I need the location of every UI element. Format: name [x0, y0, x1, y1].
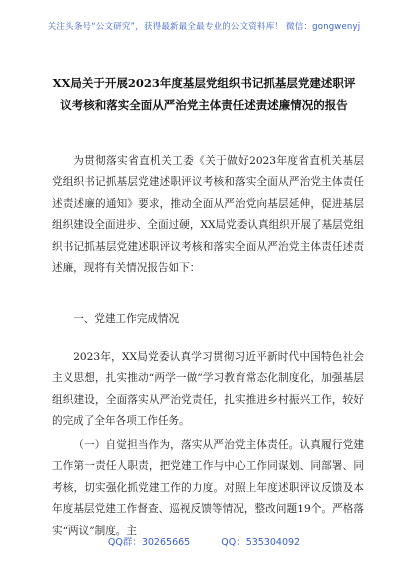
body-paragraph-2: 2023年，XX局党委认真学习贯彻习近平新时代中国特色社会主义思想，扎实推动“两学一做”学习教育常态化制度化，加强基层组织建设，全面落实从严治党责任，扎实推进乡村振兴工作，较好的完成了全年各项工作任务。 — [52, 351, 364, 428]
footer-qq: QQ：535304092 — [221, 537, 301, 548]
body-paragraph-3: （一）自觉担当作为，落实从严治党主体责任。认真履行党建工作第一责任人职责，把党建工作与中心工作同谋划、同部署、同考核，切实强化抓党建工作的力度。对照上年度述职评议反馈及本年度基层党建工作督查、巡视反馈等情况，整改问题19个。严格落实“两议”制度。主 — [52, 439, 364, 537]
footer-contact — [0, 534, 408, 548]
document-title — [34, 72, 374, 116]
section-heading: 一、党建工作完成情况 — [73, 313, 180, 325]
header-banner: 关注头条号“公文研究”，获得最新最全最专业的公文资料库！ 微信：gongwenyj — [47, 22, 361, 32]
title-line-1: XX局关于开展2023年度基层党组织书记抓基层党建述职评 — [52, 76, 356, 90]
intro-paragraph: 为贯彻落实省直机关工委《关于做好2023年度省直机关基层党组织书记抓基层党建述职评议考核和落实全面从严治党主体责任述责述廉的通知》要求，推动全面从严治党向基层延伸，促进基层组织建设全面进步、全面过硬，XX局党委认真组织开展了基层党组织书记抓基层党建述职评议考核和落实全面从严治党主体责任述责述廉，现将有关情况报告如下： — [52, 155, 364, 275]
footer-qq-group: QQ群：30265665 — [107, 537, 191, 548]
title-line-2: 议考核和落实全面从严治党主体责任述责述廉情况的报告 — [60, 98, 348, 112]
